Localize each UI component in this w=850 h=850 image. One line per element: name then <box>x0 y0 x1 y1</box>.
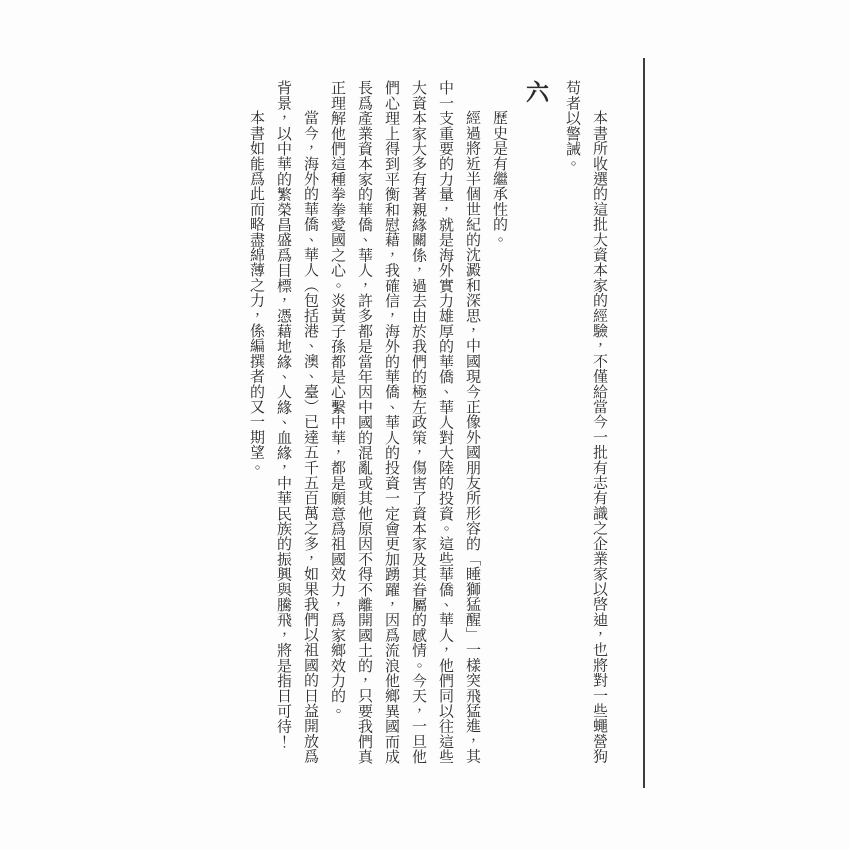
paragraph-editor-hope: 本書如能爲此而略盡綿薄之力，係編撰者的又一期望。 <box>248 110 264 475</box>
paragraph-overseas-chinese-count: 當今，海外的華僑、華人（包括港、澳、臺）已達五千五百萬之多，如果我們以祖國的日益開放爲背景，以中華的繁榮昌盛爲目標，憑藉地緣、人緣、血緣，中華民族的振興與騰飛，將是指日可待！ <box>275 80 318 764</box>
section-heading: 六 <box>523 80 548 103</box>
intro-paragraph: 本書所收選的這批大資本家的經驗，不僅給當今一批有志有識之企業家以啓迪，也將對一些蠅營狗苟者以警誡。 <box>564 80 607 764</box>
vertical-text-block <box>242 80 612 774</box>
page-divider-line <box>643 58 645 788</box>
paragraph-overseas-investment: 經過將近半個世紀的沈澱和深思，中國現今正像外國朋友所形容的「睡獅猛醒」一樣突飛猛進，其中一支重要的力量，就是海外實力雄厚的華僑、華人對大陸的投資。這些華僑、華人，他們同以往這些大資本家大多有著親緣關係，過去由於我們的極左政策，傷害了資本家及其眷屬的感情。今天，一旦他們心理上得到平衡和慰藉，我確信，海外的華僑、華人的投資一定會更加踴躍，因爲流浪他鄉異國而成長爲產業資本家的華僑、華人，許多都是當年因中國的混亂或其他原因不得不離開國土的，只要我們真正理解他們這種拳拳愛國之心。炎黃子孫都是心繫中華，都是願意爲祖國效力，爲家鄉效力的。 <box>329 80 480 764</box>
paragraph-history: 歷史是有繼承性的。 <box>491 110 507 247</box>
